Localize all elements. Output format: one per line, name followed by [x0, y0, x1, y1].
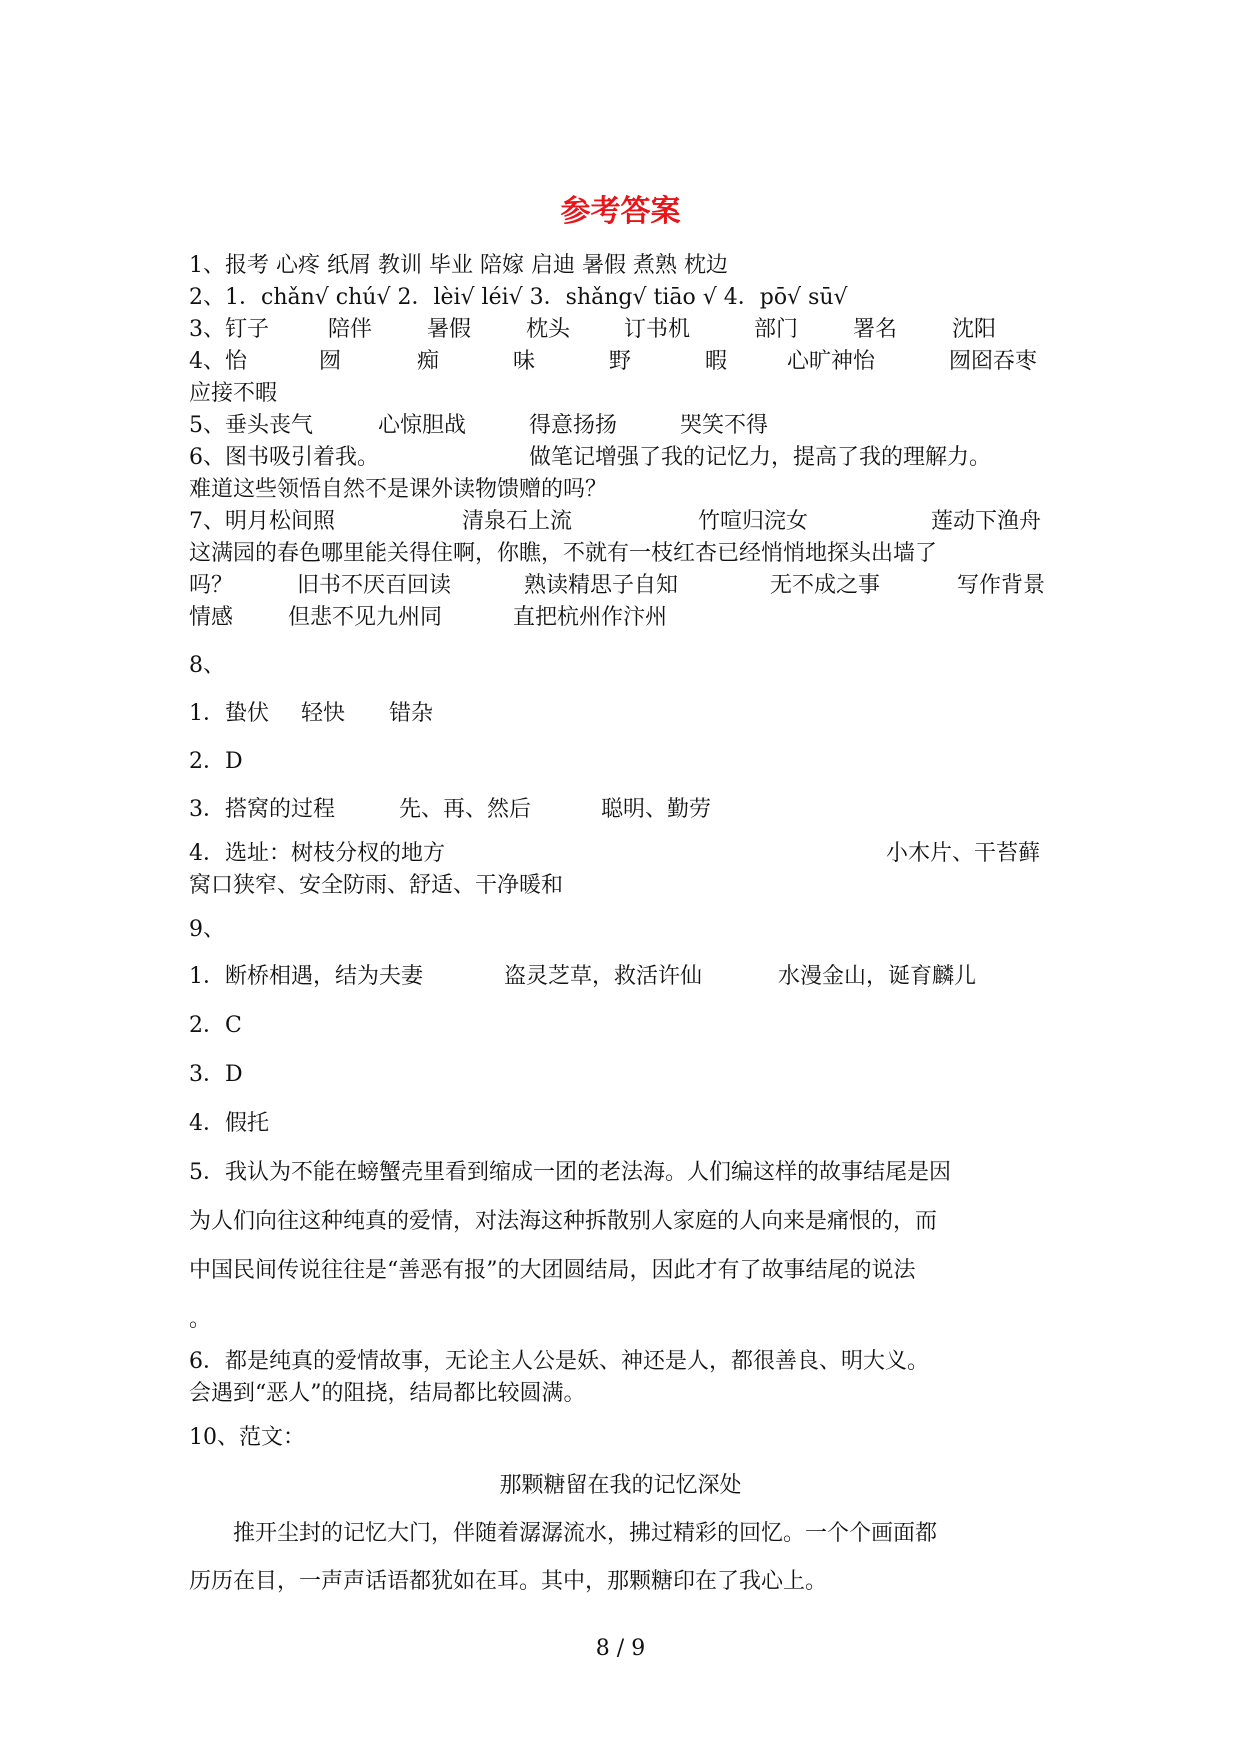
answer-3-item: 3、钉子: [189, 317, 269, 342]
answer-10-heading: 10、范文：: [189, 1425, 305, 1450]
answer-9-1-item: 盗灵芝草，救活许仙: [504, 964, 703, 989]
answer-4-item: 囫: [319, 349, 342, 374]
answer-7-item: 情感: [189, 605, 234, 630]
answer-3-item: 枕头: [526, 317, 571, 342]
answer-4-continued: 应接不暇: [189, 381, 278, 406]
page-title: 参考答案: [560, 194, 681, 229]
answer-6-continued: 难道这些领悟自然不是课外读物馈赠的吗？: [189, 477, 608, 502]
answer-8-heading: 8、: [189, 653, 225, 678]
answer-4-item: 囫囵吞枣: [949, 349, 1038, 374]
answer-7-item: 旧书不厌百回读: [297, 573, 452, 598]
answer-7-item: 清泉石上流: [462, 509, 573, 534]
answer-5-item: 哭笑不得: [680, 413, 769, 438]
answer-7-item: 无不成之事: [770, 573, 881, 598]
answer-9-1-item: 1．断桥相遇，结为夫妻: [189, 964, 423, 989]
answer-8-1-item: 1．蛰伏: [189, 701, 269, 726]
answer-8-4-part: 4．选址：树枝分杈的地方: [189, 841, 445, 866]
essay-paragraph: 推开尘封的记忆大门，伴随着潺潺流水，拂过精彩的回忆。一个个画面都: [233, 1521, 938, 1546]
answer-9-heading: 9、: [189, 917, 225, 942]
answer-8-3-item: 3．搭窝的过程: [189, 797, 335, 822]
answer-9-5-line2: 为人们向往这种纯真的爱情，对法海这种拆散别人家庭的人向来是痛恨的，而: [189, 1209, 938, 1234]
answer-7-item: 7、明月松间照: [189, 509, 335, 534]
answer-7-item: 但悲不见九州同: [288, 605, 443, 630]
page-number: 8 / 9: [595, 1636, 646, 1661]
answer-3-item: 陪伴: [328, 317, 373, 342]
answer-5-item: 得意扬扬: [529, 413, 618, 438]
answer-8-3-item: 先、再、然后: [399, 797, 532, 822]
answer-9-5: 5．我认为不能在螃蟹壳里看到缩成一团的老法海。人们编这样的故事结尾是因: [189, 1160, 951, 1185]
answer-7-item: 直把杭州作汴州: [513, 605, 668, 630]
answer-7-line2: 这满园的春色哪里能关得住啊，你瞧，不就有一枝红杏已经悄悄地探头出墙了: [189, 541, 938, 566]
answer-9-6-line2: 会遇到“恶人”的阻挠，结局都比较圆满。: [189, 1381, 586, 1406]
answer-8-4-continued: 窝口狭窄、安全防雨、舒适、干净暖和: [189, 873, 564, 898]
answer-3-item: 暑假: [427, 317, 472, 342]
answer-6-part: 做笔记增强了我的记忆力，提高了我的理解力。: [529, 445, 992, 470]
answer-4-item: 味: [513, 349, 536, 374]
answer-8-4-part: 小木片、干苔藓: [886, 841, 1041, 866]
answer-9-2: 2．C: [189, 1013, 242, 1038]
answer-2: 2、1．chǎn√ chú√ 2．lèi√ léi√ 3．shǎng√ tiāo √ 4．pō√ sū√: [189, 285, 848, 310]
answer-9-3: 3．D: [189, 1062, 243, 1087]
answer-3-item: 订书机: [624, 317, 691, 342]
answer-4-item: 痴: [417, 349, 440, 374]
answer-9-5-line3: 中国民间传说往往是“善恶有报”的大团圆结局，因此才有了故事结尾的说法: [189, 1258, 916, 1283]
answer-7-item: 莲动下渔舟: [931, 509, 1042, 534]
essay-paragraph-line2: 历历在目，一声声话语都犹如在耳。其中，那颗糖印在了我心上。: [189, 1569, 828, 1594]
answer-7-item: 写作背景: [957, 573, 1046, 598]
answer-6-part: 6、图书吸引着我。: [189, 445, 379, 470]
answer-8-2: 2．D: [189, 749, 243, 774]
answer-4-item: 暇: [705, 349, 728, 374]
answer-1: 1、报考 心疼 纸屑 教训 毕业 陪嫁 启迪 暑假 煮熟 枕边: [189, 253, 728, 278]
answer-4-item: 4、怡: [189, 349, 247, 374]
answer-7-item: 吗？: [189, 573, 234, 598]
answer-3-item: 沈阳: [952, 317, 997, 342]
answer-8-1-item: 轻快: [301, 701, 346, 726]
answer-8-1-item: 错杂: [389, 701, 434, 726]
answer-9-5-line4: 。: [189, 1307, 212, 1332]
answer-5-item: 5、垂头丧气: [189, 413, 313, 438]
answer-4-item: 野: [609, 349, 632, 374]
answer-3-item: 部门: [754, 317, 799, 342]
answer-9-1-item: 水漫金山，诞育麟儿: [778, 964, 977, 989]
answer-8-3-item: 聪明、勤劳: [601, 797, 712, 822]
essay-title: 那颗糖留在我的记忆深处: [499, 1473, 742, 1498]
answer-5-item: 心惊胆战: [378, 413, 467, 438]
answer-4-item: 心旷神怡: [787, 349, 876, 374]
answer-9-6: 6．都是纯真的爱情故事，无论主人公是妖、神还是人，都很善良、明大义。: [189, 1349, 929, 1374]
answer-3-item: 署名: [853, 317, 898, 342]
answer-7-item: 熟读精思子自知: [524, 573, 679, 598]
answer-9-4: 4．假托: [189, 1111, 269, 1136]
answer-7-item: 竹喧归浣女: [698, 509, 809, 534]
